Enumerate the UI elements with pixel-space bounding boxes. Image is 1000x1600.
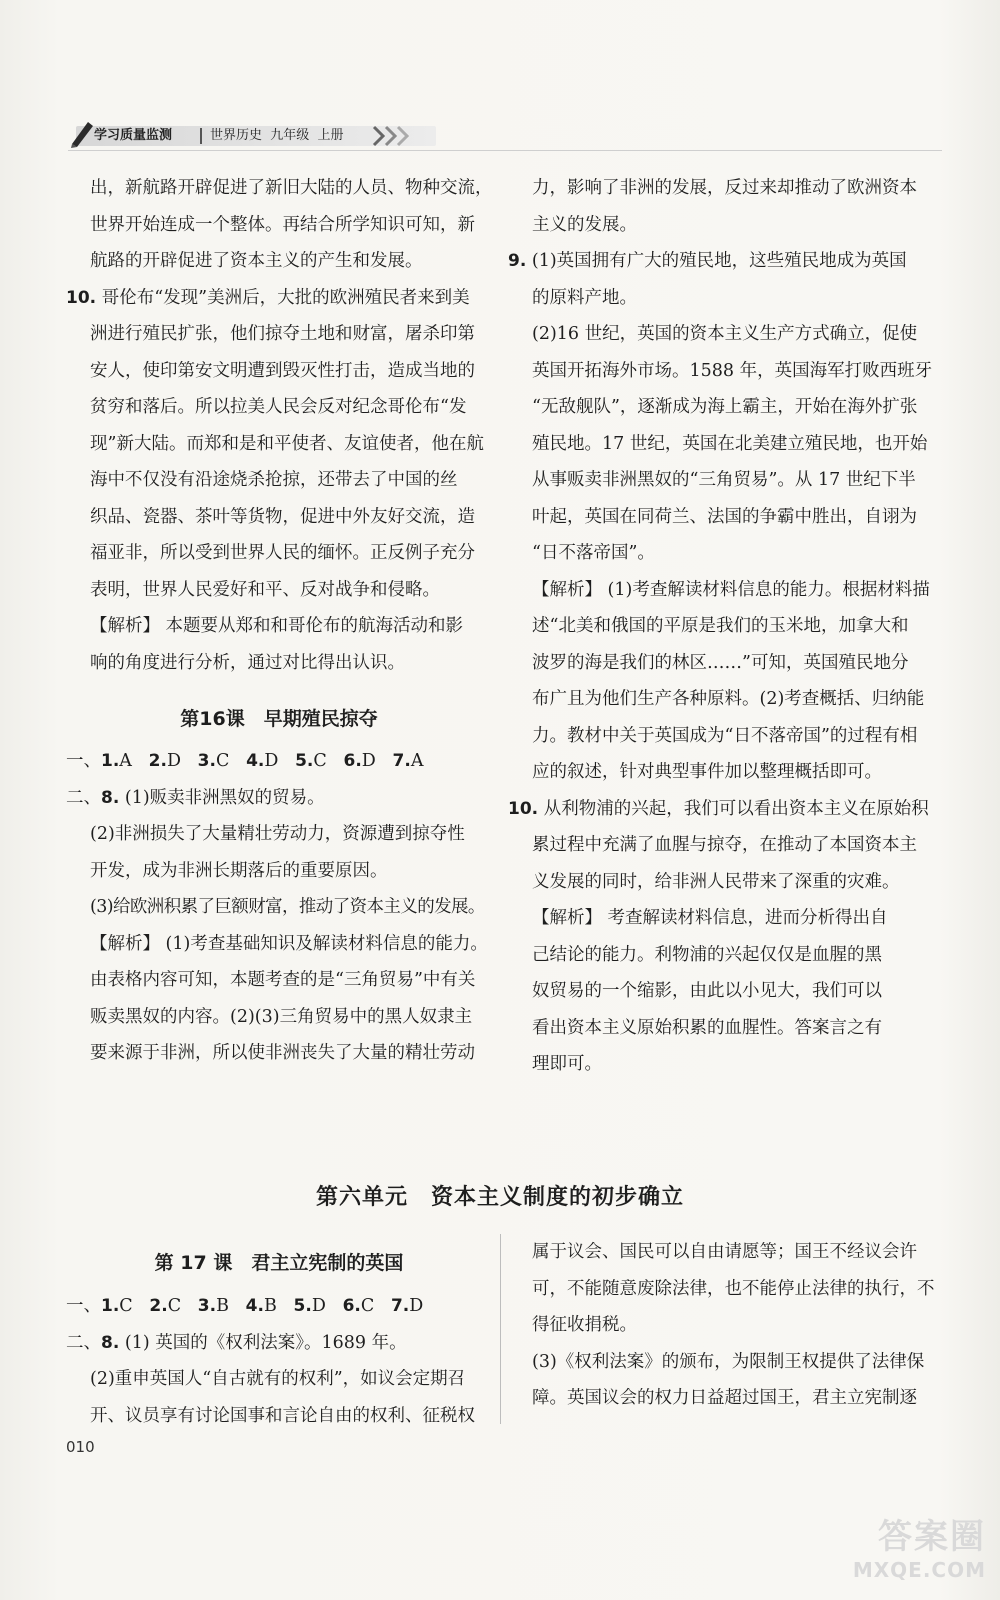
q8-text: (1) 英国的《权利法案》。1689 年。: [124, 1332, 407, 1353]
text-line: (3)《权利法案》的颁布，为限制王权提供了法律保: [532, 1351, 925, 1372]
mc-answer: C: [119, 1296, 133, 1316]
text-line: 累过程中充满了血腥与掠夺，在推动了本国资本主: [532, 835, 917, 855]
watermark-url: MXQE.COM: [852, 1558, 986, 1582]
lesson-16-title: 第16课 早期殖民掠夺: [180, 708, 378, 730]
lower-left-column: [66, 1248, 492, 1434]
analysis-line: 波罗的海是我们的林区……”可知，英国殖民地分: [532, 652, 909, 673]
q10-first-line: [508, 791, 934, 828]
analysis-line: 响的角度进行分析，通过对比得出认识。: [90, 652, 405, 673]
text-line: “无敌舰队”，逐渐成为海上霸主，开始在海外扩张: [532, 397, 918, 417]
analysis-line: 【解析】 (1)考查解读材料信息的能力。根据材料描: [532, 579, 930, 600]
text-line: 开发，成为非洲长期落后的重要原因。: [90, 860, 388, 881]
q9-first-line: [508, 243, 934, 280]
lower-right-column: [508, 1234, 934, 1417]
analysis-line: 己结论的能力。利物浦的兴起仅仅是血腥的黑: [532, 944, 882, 965]
mc-answer: D: [361, 751, 376, 771]
question-number: 9.: [508, 251, 527, 271]
text-line: 力，影响了非洲的发展，反过来却推动了欧洲资本: [532, 178, 917, 198]
section-prefix: 一、: [66, 751, 101, 771]
mc-num: 6.: [342, 1296, 361, 1316]
text-line: 可，不能随意废除法律，也不能停止法律的执行，不: [532, 1278, 935, 1299]
watermark: [853, 1509, 986, 1582]
q8-first-line: [66, 780, 492, 817]
mc-answers: [66, 743, 492, 780]
header-title: 学习质量监测: [94, 128, 173, 143]
text-line: 航路的开辟促进了资本主义的产生和发展。: [90, 251, 423, 271]
text-line: (3)给欧洲积累了巨额财富，推动了资本主义的发展。: [90, 897, 485, 917]
running-header: [68, 118, 428, 148]
question-number: 8.: [101, 787, 120, 808]
analysis-line: 【解析】 考查解读材料信息，进而分析得出自: [532, 908, 888, 928]
mc-num: 7.: [392, 751, 411, 771]
text-line: 属于议会、国民可以自由请愿等；国王不经议会许: [532, 1242, 917, 1262]
text-line: 得征收捐税。: [532, 1315, 637, 1335]
mc-num: 4.: [246, 751, 265, 771]
text-line: 从事贩卖非洲黑奴的“三角贸易”。从 17 世纪下半: [532, 470, 916, 490]
text-line: 义发展的同时，给非洲人民带来了深重的灾难。: [532, 871, 900, 892]
chevrons-icon: [370, 124, 420, 148]
text-line: 织品、瓷器、茶叶等货物，促进中外友好交流，造: [90, 506, 475, 527]
mc-answer: B: [263, 1296, 277, 1316]
watermark-logo: 答案圈: [878, 1517, 986, 1557]
question-number: 10.: [508, 798, 539, 819]
mc-answer: A: [119, 751, 132, 771]
column-divider: [500, 1234, 501, 1424]
text-line: (2)重申英国人“自古就有的权利”，如议会定期召: [90, 1369, 466, 1389]
question-number: 10.: [66, 287, 97, 308]
text-line: 出，新航路开辟促进了新旧大陆的人员、物种交流，: [90, 178, 493, 198]
mc-num: 2.: [148, 751, 167, 771]
mc-num: 4.: [245, 1296, 264, 1316]
mc-answer: D: [166, 751, 181, 771]
analysis-line: 奴贸易的一个缩影，由此以小见大，我们可以: [532, 981, 882, 1001]
pencil-icon: [68, 118, 96, 148]
section-prefix: 二、: [66, 1332, 101, 1353]
text-line: (2)非洲损失了大量精壮劳动力，资源遭到掠夺性: [90, 824, 465, 844]
q8-first-line: [66, 1325, 492, 1362]
section-prefix: 一、: [66, 1296, 101, 1316]
text-line: 表明，世界人民爱好和平、反对战争和侵略。: [90, 579, 440, 600]
text-line: 开、议员享有讨论国事和言论自由的权利、征税权: [90, 1405, 475, 1426]
header-subject: 世界历史 九年级 上册: [210, 128, 344, 143]
text-line: 洲进行殖民扩张，他们掠夺土地和财富，屠杀印第: [90, 324, 475, 344]
q10-text: 哥伦布“发现”美洲后，大批的欧洲殖民者来到美: [101, 287, 470, 308]
left-column: [66, 170, 492, 1072]
mc-num: 2.: [149, 1296, 168, 1316]
analysis-line: 力。教材中关于英国成为“日不落帝国”的过程有相: [532, 725, 918, 746]
section-prefix: 二、: [66, 787, 101, 808]
analysis-line: 由表格内容可知，本题考查的是“三角贸易”中有关: [90, 970, 476, 990]
text-line: 障。英国议会的权力日益超过国王，君主立宪制逐: [532, 1388, 917, 1408]
mc-num: 5.: [293, 1296, 312, 1316]
header-separator: [200, 128, 202, 144]
text-line: (2)16 世纪，英国的资本主义生产方式确立，促使: [532, 324, 918, 344]
text-line: “日不落帝国”。: [532, 543, 655, 563]
text-line: 的原料产地。: [532, 287, 637, 308]
page-number: 010: [66, 1438, 95, 1456]
header-rule: [68, 150, 942, 151]
analysis-line: 应的叙述，针对典型事件加以整理概括即可。: [532, 762, 882, 782]
analysis-line: 贩卖黑奴的内容。(2)(3)三角贸易中的黑人奴隶主: [90, 1006, 473, 1027]
unit-6-title: 第六单元 资本主义制度的初步确立: [315, 1185, 684, 1210]
text-line: 英国开拓海外市场。1588 年，英国海军打败西班牙: [532, 360, 933, 381]
text-line: 贫穷和落后。所以拉美人民会反对纪念哥伦布“发: [90, 397, 467, 417]
mc-num: 3.: [197, 751, 216, 771]
analysis-line: 要来源于非洲，所以使非洲丧失了大量的精壮劳动: [90, 1043, 475, 1063]
text-line: 叶起，英国在同荷兰、法国的争霸中胜出，自诩为: [532, 506, 917, 527]
text-line: 海中不仅没有沿途烧杀抢掠，还带去了中国的丝: [90, 470, 458, 490]
mc-answer: C: [360, 1296, 375, 1316]
analysis-line: 述“北美和俄国的平原是我们的玉米地，加拿大和: [532, 616, 909, 636]
mc-num: 5.: [295, 751, 314, 771]
mc-num: 6.: [343, 751, 362, 771]
analysis-line: 布广且为他们生产各种原料。(2)考查概括、归纳能: [532, 689, 925, 709]
mc-num: 1.: [101, 1296, 120, 1316]
analysis-line: 【解析】 本题要从郑和和哥伦布的航海活动和影: [90, 616, 464, 636]
right-column: [508, 170, 934, 1083]
q8-text: (1)贩卖非洲黑奴的贸易。: [124, 787, 325, 808]
mc-answer: C: [167, 1296, 182, 1316]
mc-num: 7.: [390, 1296, 410, 1316]
mc-answers: [66, 1288, 492, 1325]
analysis-line: 【解析】 (1)考查基础知识及解读材料信息的能力。: [90, 933, 488, 954]
mc-answer: A: [410, 751, 424, 771]
mc-num: 1.: [101, 751, 120, 771]
text-line: 世界开始连成一个整体。再结合所学知识可知，新: [90, 214, 475, 235]
text-line: 殖民地。17 世纪，英国在北美建立殖民地，也开始: [532, 433, 928, 454]
q10-text: 从利物浦的兴起，我们可以看出资本主义在原始积: [543, 798, 929, 819]
mc-answer: C: [215, 751, 230, 771]
mc-answer: D: [409, 1296, 424, 1316]
q9-text: (1)英国拥有广大的殖民地，这些殖民地成为英国: [531, 251, 907, 271]
mc-answer: D: [264, 751, 279, 771]
lesson-17-title: 第 17 课 君主立宪制的英国: [154, 1252, 404, 1274]
text-line: 主义的发展。: [532, 214, 637, 235]
text-line: 现”新大陆。而郑和是和平使者、友谊使者，他在航: [90, 433, 484, 454]
analysis-line: 看出资本主义原始积累的血腥性。答案言之有: [532, 1017, 882, 1038]
analysis-line: 理即可。: [532, 1054, 602, 1074]
mc-answer: B: [216, 1296, 229, 1316]
question-number: 8.: [101, 1332, 120, 1353]
text-line: 安人，使印第安文明遭到毁灭性打击，造成当地的: [90, 360, 475, 381]
q10-first-line: [66, 280, 492, 317]
mc-answer: C: [313, 751, 327, 771]
mc-answer: D: [311, 1296, 326, 1316]
mc-num: 3.: [197, 1296, 217, 1316]
text-line: 福亚非，所以受到世界人民的缅怀。正反例子充分: [90, 543, 475, 563]
